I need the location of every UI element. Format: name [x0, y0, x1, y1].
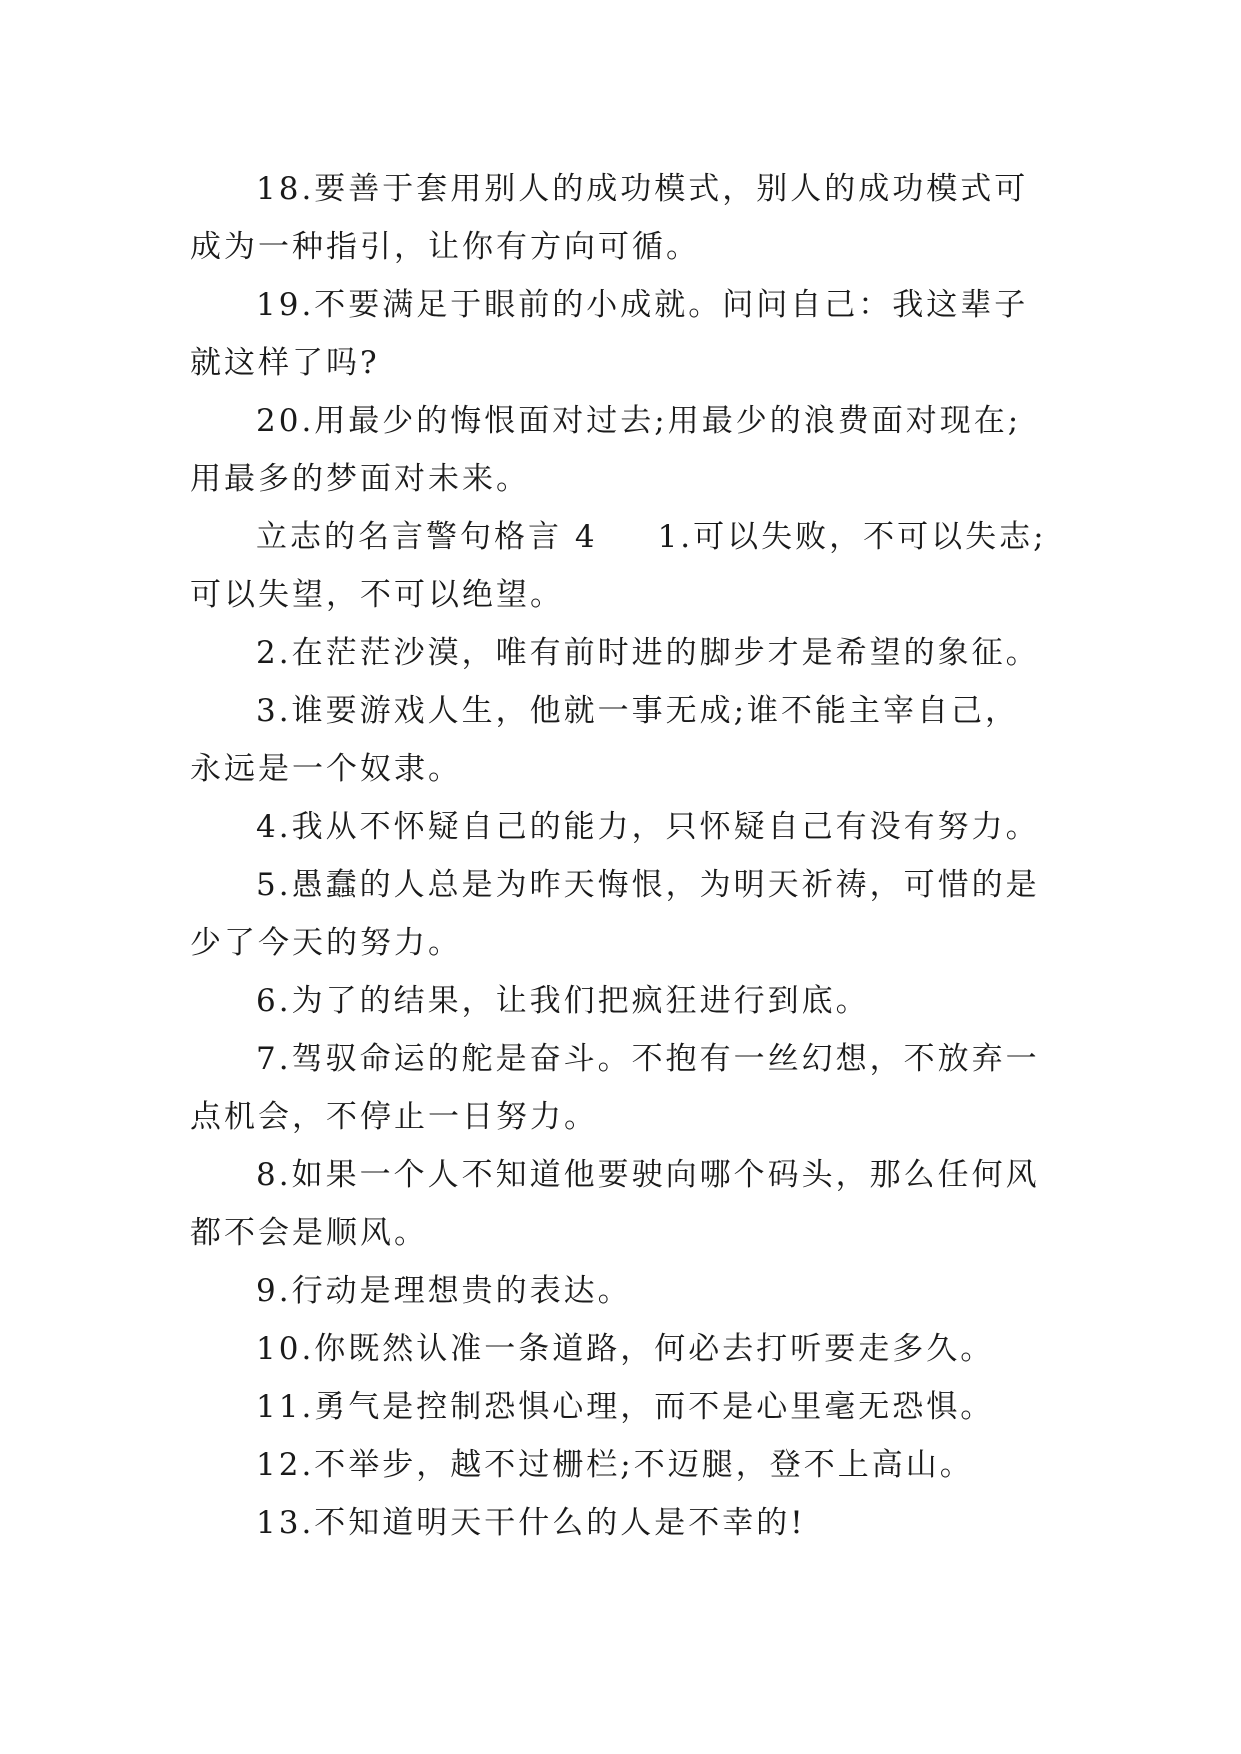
paragraph-20: 20.用最少的悔恨面对过去;用最少的浪费面对现在;用最多的梦面对未来。 [190, 403, 1022, 497]
list-item: 5.愚蠢的人总是为昨天悔恨，为明天祈祷，可惜的是少了今天的努力。 [190, 867, 1040, 961]
list-item: 2.在茫茫沙漠，唯有前时进的脚步才是希望的象征。 [256, 635, 1040, 671]
section-first-item: 1.可以失败，不可以失志;可以失望，不可以绝望。 [190, 519, 1047, 613]
list-item: 8.如果一个人不知道他要驶向哪个码头，那么任何风都不会是顺风。 [190, 1157, 1040, 1251]
list-item: 7.驾驭命运的舵是奋斗。不抱有一丝幻想，不放弃一点机会，不停止一日努力。 [190, 1041, 1040, 1135]
paragraph-18: 18.要善于套用别人的成功模式，别人的成功模式可成为一种指引，让你有方向可循。 [190, 171, 1029, 265]
section-heading: 立志的名言警句格言 4 [256, 519, 598, 555]
list-item: 9.行动是理想贵的表达。 [256, 1273, 632, 1309]
list-item: 12.不举步，越不过栅栏;不迈腿，登不上高山。 [256, 1447, 974, 1483]
list-item: 4.我从不怀疑自己的能力，只怀疑自己有没有努力。 [256, 809, 1040, 845]
section-paragraph [190, 508, 1052, 624]
list-item: 11.勇气是控制恐惧心理，而不是心里毫无恐惧。 [256, 1389, 995, 1425]
paragraph-19: 19.不要满足于眼前的小成就。问问自己：我这辈子就这样了吗? [190, 287, 1029, 381]
list-item: 3.谁要游戏人生，他就一事无成;谁不能主宰自己，永远是一个奴隶。 [190, 693, 1020, 787]
list-item: 6.为了的结果，让我们把疯狂进行到底。 [256, 983, 870, 1019]
document-body [190, 160, 1052, 1552]
list-item: 13.不知道明天干什么的人是不幸的! [256, 1505, 806, 1541]
list-item: 10.你既然认准一条道路，何必去打听要走多久。 [256, 1331, 995, 1367]
